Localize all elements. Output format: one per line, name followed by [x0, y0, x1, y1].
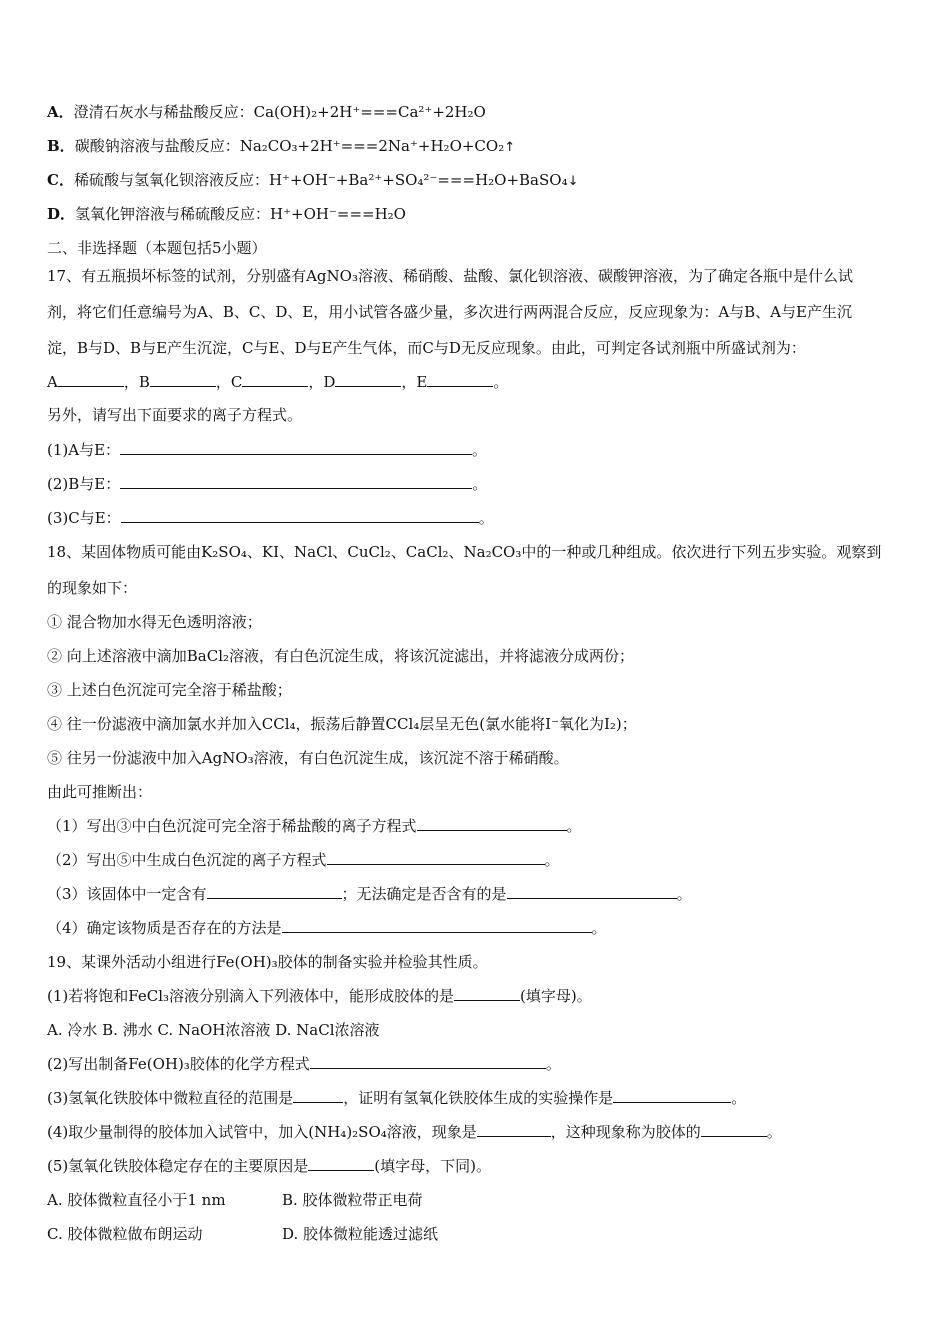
answer-blank-a[interactable]: [58, 372, 124, 387]
answer-blank-b[interactable]: [150, 372, 216, 387]
answer-blank[interactable]: [454, 986, 520, 1001]
q16-option-d: [47, 204, 910, 224]
option-letter: C．: [47, 171, 74, 189]
sub-label: (1)A与E：: [47, 441, 121, 459]
sentence-end: 。: [591, 919, 607, 937]
sub-label-2: (填字母，下同)。: [374, 1157, 491, 1175]
q19-sub1-options: A. 冷水 B. 沸水 C. NaOH浓溶液 D. NaCl浓溶液: [47, 1021, 380, 1039]
option-letter: D．: [47, 205, 76, 223]
answer-blank[interactable]: [701, 1122, 767, 1137]
answer-blank[interactable]: [308, 1156, 374, 1171]
precipitate-arrow-icon: ↓: [567, 174, 579, 189]
option-text: 稀硫酸与氢氧化钡溶液反应：H⁺+OH⁻+Ba²⁺+SO₄²⁻===H₂O+BaSO₄: [73, 171, 568, 189]
answer-blank[interactable]: [120, 440, 472, 455]
sentence-end: 。: [545, 1055, 561, 1073]
q16-option-a: [47, 102, 910, 122]
q18-line1: 18、某固体物质可能由K₂SO₄、KI、NaCl、CuCl₂、CaCl₂、Na₂CO₃中的一种或几种组成。依次进行下列五步实验。观察到: [47, 543, 882, 561]
sub-label: (3)C与E：: [47, 509, 121, 527]
q19-sub3: [47, 1088, 910, 1108]
q17-line2: 剂，将它们任意编号为A、B、C、D、E，用小试管各盛少量，多次进行两两混合反应，反应现象为：A与B、A与E产生沉: [47, 303, 852, 321]
option-c: C. 胶体微粒做布朗运动: [47, 1225, 203, 1243]
q18-sub4: [47, 918, 910, 938]
q16-option-c: [47, 170, 910, 192]
answer-blank[interactable]: [613, 1088, 731, 1103]
answer-blank[interactable]: [293, 1088, 343, 1103]
sub-label-2: ，证明有氢氧化铁胶体生成的实验操作是: [343, 1089, 614, 1107]
blank-label-d: ，D: [308, 373, 336, 391]
q19-sub5-options-row2: [47, 1224, 910, 1244]
sub-label: (1)若将饱和FeCl₃溶液分别滴入下列液体中，能形成胶体的是: [47, 987, 455, 1005]
sub-label-2: ；无法确定是否含有的是: [341, 885, 507, 903]
option-letter: B．: [47, 137, 75, 155]
option-text: 碳酸钠溶液与盐酸反应：Na₂CO₃+2H⁺===2Na⁺+H₂O+CO₂: [74, 137, 505, 155]
sentence-end: 。: [493, 373, 509, 391]
sub-label: （1）写出③中白色沉淀可完全溶于稀盐酸的离子方程式: [47, 817, 417, 835]
q19-sub1: [47, 986, 910, 1006]
q17-sub3: [47, 508, 910, 528]
blank-label-a: A: [47, 373, 58, 391]
sub-label: (2)写出制备Fe(OH)₃胶体的化学方程式: [47, 1055, 310, 1073]
sentence-end: 。: [472, 441, 488, 459]
q18-step5: ⑤ 往另一份滤液中加入AgNO₃溶液，有白色沉淀生成，该沉淀不溶于稀硝酸。: [47, 749, 569, 767]
q18-step1: ① 混合物加水得无色透明溶液；: [47, 613, 262, 631]
q18-sub3: [47, 884, 910, 904]
sub-label: (4)取少量制得的胶体加入试管中，加入(NH₄)₂SO₄溶液，现象是: [47, 1123, 477, 1141]
q18-step3: ③ 上述白色沉淀可完全溶于稀盐酸；: [47, 681, 292, 699]
answer-blank[interactable]: [327, 850, 545, 865]
q18-step2: ② 向上述溶液中滴加BaCl₂溶液，有白色沉淀生成，将该沉淀滤出，并将滤液分成两份；: [47, 647, 635, 665]
blank-label-e: ，E: [401, 373, 428, 391]
section-title: 二、非选择题（本题包括5小题）: [47, 239, 267, 257]
option-text: 澄清石灰水与稀盐酸反应：Ca(OH)₂+2H⁺===Ca²⁺+2H₂O: [73, 103, 486, 121]
q17-sub2: [47, 474, 910, 494]
q19-sub5-options-row1: [47, 1190, 910, 1210]
answer-blank[interactable]: [282, 918, 592, 933]
sentence-end: 。: [676, 885, 692, 903]
option-text: 氢氧化钾溶液与稀硫酸反应：H⁺+OH⁻===H₂O: [75, 205, 406, 223]
sentence-end: 。: [478, 509, 494, 527]
option-d: D. 胶体微粒能透过滤纸: [282, 1225, 439, 1243]
answer-blank[interactable]: [417, 816, 567, 831]
q17-line1: 17、有五瓶损坏标签的试剂，分别盛有AgNO₃溶液、稀硝酸、盐酸、氯化钡溶液、碳酸钾溶液，为了确定各瓶中是什么试: [47, 267, 853, 285]
answer-blank[interactable]: [507, 884, 677, 899]
q16-option-b: [47, 136, 910, 158]
answer-blank[interactable]: [120, 474, 472, 489]
sub-label: （2）写出⑤中生成白色沉淀的离子方程式: [47, 851, 327, 869]
sub-label-2: (填字母)。: [520, 987, 592, 1005]
q17-ion-intro: 另外，请写出下面要求的离子方程式。: [47, 406, 303, 424]
answer-blank[interactable]: [310, 1054, 546, 1069]
option-a: A. 胶体微粒直径小于1 nm: [47, 1191, 226, 1209]
q18-line2: 的现象如下：: [47, 579, 138, 597]
q18-sub1: [47, 816, 910, 836]
q19-line1: 19、某课外活动小组进行Fe(OH)₃胶体的制备实验并检验其性质。: [47, 953, 488, 971]
sub-label: （4）确定该物质是否存在的方法是: [47, 919, 282, 937]
q17-blanks: [47, 372, 910, 392]
sentence-end: 。: [766, 1123, 782, 1141]
q19-sub2: [47, 1054, 910, 1074]
blank-label-b: ，B: [123, 373, 150, 391]
q19-sub4: [47, 1122, 910, 1142]
q17-sub1: [47, 440, 910, 460]
gas-arrow-icon: ↑: [504, 140, 516, 155]
answer-blank[interactable]: [477, 1122, 551, 1137]
sentence-end: 。: [472, 475, 488, 493]
sentence-end: 。: [544, 851, 560, 869]
sentence-end: 。: [731, 1089, 747, 1107]
blank-label-c: ，C: [215, 373, 243, 391]
q18-sub2: [47, 850, 910, 870]
sub-label: (3)氢氧化铁胶体中微粒直径的范围是: [47, 1089, 294, 1107]
answer-blank-e[interactable]: [427, 372, 493, 387]
q17-line3: 淀，B与D、B与E产生沉淀，C与E、D与E产生气体，而C与D无反应现象。由此，可判定各试剂瓶中所盛试剂为：: [47, 339, 806, 357]
sub-label: （3）该固体中一定含有: [47, 885, 207, 903]
option-b: B. 胶体微粒带正电荷: [282, 1191, 423, 1209]
answer-blank-d[interactable]: [335, 372, 401, 387]
answer-blank[interactable]: [121, 508, 479, 523]
answer-blank[interactable]: [207, 884, 342, 899]
q18-step4: ④ 往一份滤液中滴加氯水并加入CCl₄，振荡后静置CCl₄层呈无色(氯水能将I⁻氧化为I₂)；: [47, 715, 637, 733]
sentence-end: 。: [566, 817, 582, 835]
option-letter: A．: [47, 103, 74, 121]
sub-label-2: ，这种现象称为胶体的: [550, 1123, 701, 1141]
q19-sub5: [47, 1156, 910, 1176]
sub-label: (5)氢氧化铁胶体稳定存在的主要原因是: [47, 1157, 309, 1175]
answer-blank-c[interactable]: [242, 372, 308, 387]
q18-infer: 由此可推断出：: [47, 783, 153, 801]
sub-label: (2)B与E：: [47, 475, 121, 493]
